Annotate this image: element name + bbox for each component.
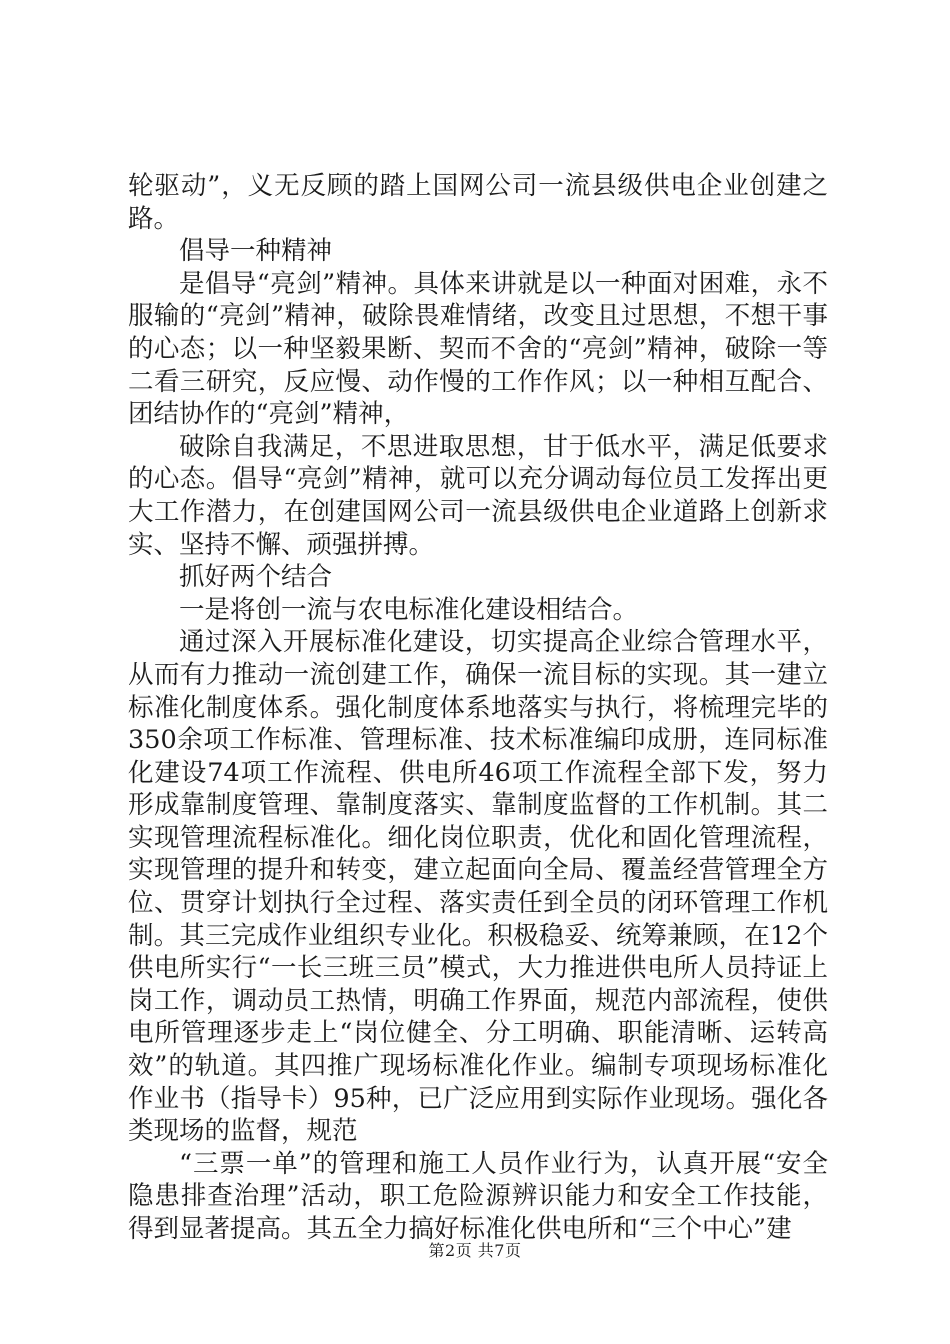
page-footer: [0, 1241, 950, 1261]
section-heading-spirit: 倡导一种精神: [179, 236, 333, 267]
document-body: [128, 170, 828, 1246]
paragraph: 一是将创一流与农电标准化建设相结合。: [179, 594, 639, 625]
paragraph: 是倡导“亮剑”精神。具体来讲就是以一种面对困难，永不服输的“亮剑”精神，破除畏难情绪，改变且过思想，不想干事的心态；以一种坚毅果断、契而不舍的“亮剑”精神，破除一等二看三研究，反应慢、动作慢的工作作风；以一种相互配合、团结协作的“亮剑”精神，: [128, 268, 828, 430]
paragraph: 通过深入开展标准化建设，切实提高企业综合管理水平，从而有力推动一流创建工作，确保一流目标的实现。其一建立标准化制度体系。强化制度体系地落实与执行，将梳理完毕的350余项工作标准、管理标准、技术标准编印成册，连同标准化建设74项工作流程、供电所46项工作流程全部下发，努力形成靠制度管理、靠制度落实、靠制度监督的工作机制。其二实现管理流程标准化。细化岗位职责，优化和固化管理流程，实现管理的提升和转变，建立起面向全局、覆盖经营管理全方位、贯穿计划执行全过程、落实责任到全员的闭环管理工作机制。其三完成作业组织专业化。积极稳妥、统筹兼顾，在12个供电所实行“一长三班三员”模式，大力推进供电所人员持证上岗工作，调动员工热情，明确工作界面，规范内部流程，使供电所管理逐步走上“岗位健全、分工明确、职能清晰、运转高效”的轨道。其四推广现场标准化作业。编制专项现场标准化作业书（指导卡）95种，已广泛应用到实际作业现场。强化各类现场的监督，规范: [128, 627, 828, 1147]
section-heading-two-combinations: 抓好两个结合: [179, 562, 333, 593]
paragraph: 破除自我满足，不思进取思想，甘于低水平，满足低要求的心态。倡导“亮剑”精神，就可以充分调动每位员工发挥出更大工作潜力，在创建国网公司一流县级供电企业道路上创新求实、坚持不懈、顽强拼搏。: [128, 431, 828, 560]
paragraph-continuation: 轮驱动”，义无反顾的踏上国网公司一流县级供电企业创建之路。: [128, 171, 828, 234]
page-number: 第2页 共7页: [428, 1241, 522, 1260]
paragraph: “三票一单”的管理和施工人员作业行为，认真开展“安全隐患排查治理”活动，职工危险源辨识能力和安全工作技能，得到显著提高。其五全力搞好标准化供电所和“三个中心”建: [128, 1148, 828, 1244]
